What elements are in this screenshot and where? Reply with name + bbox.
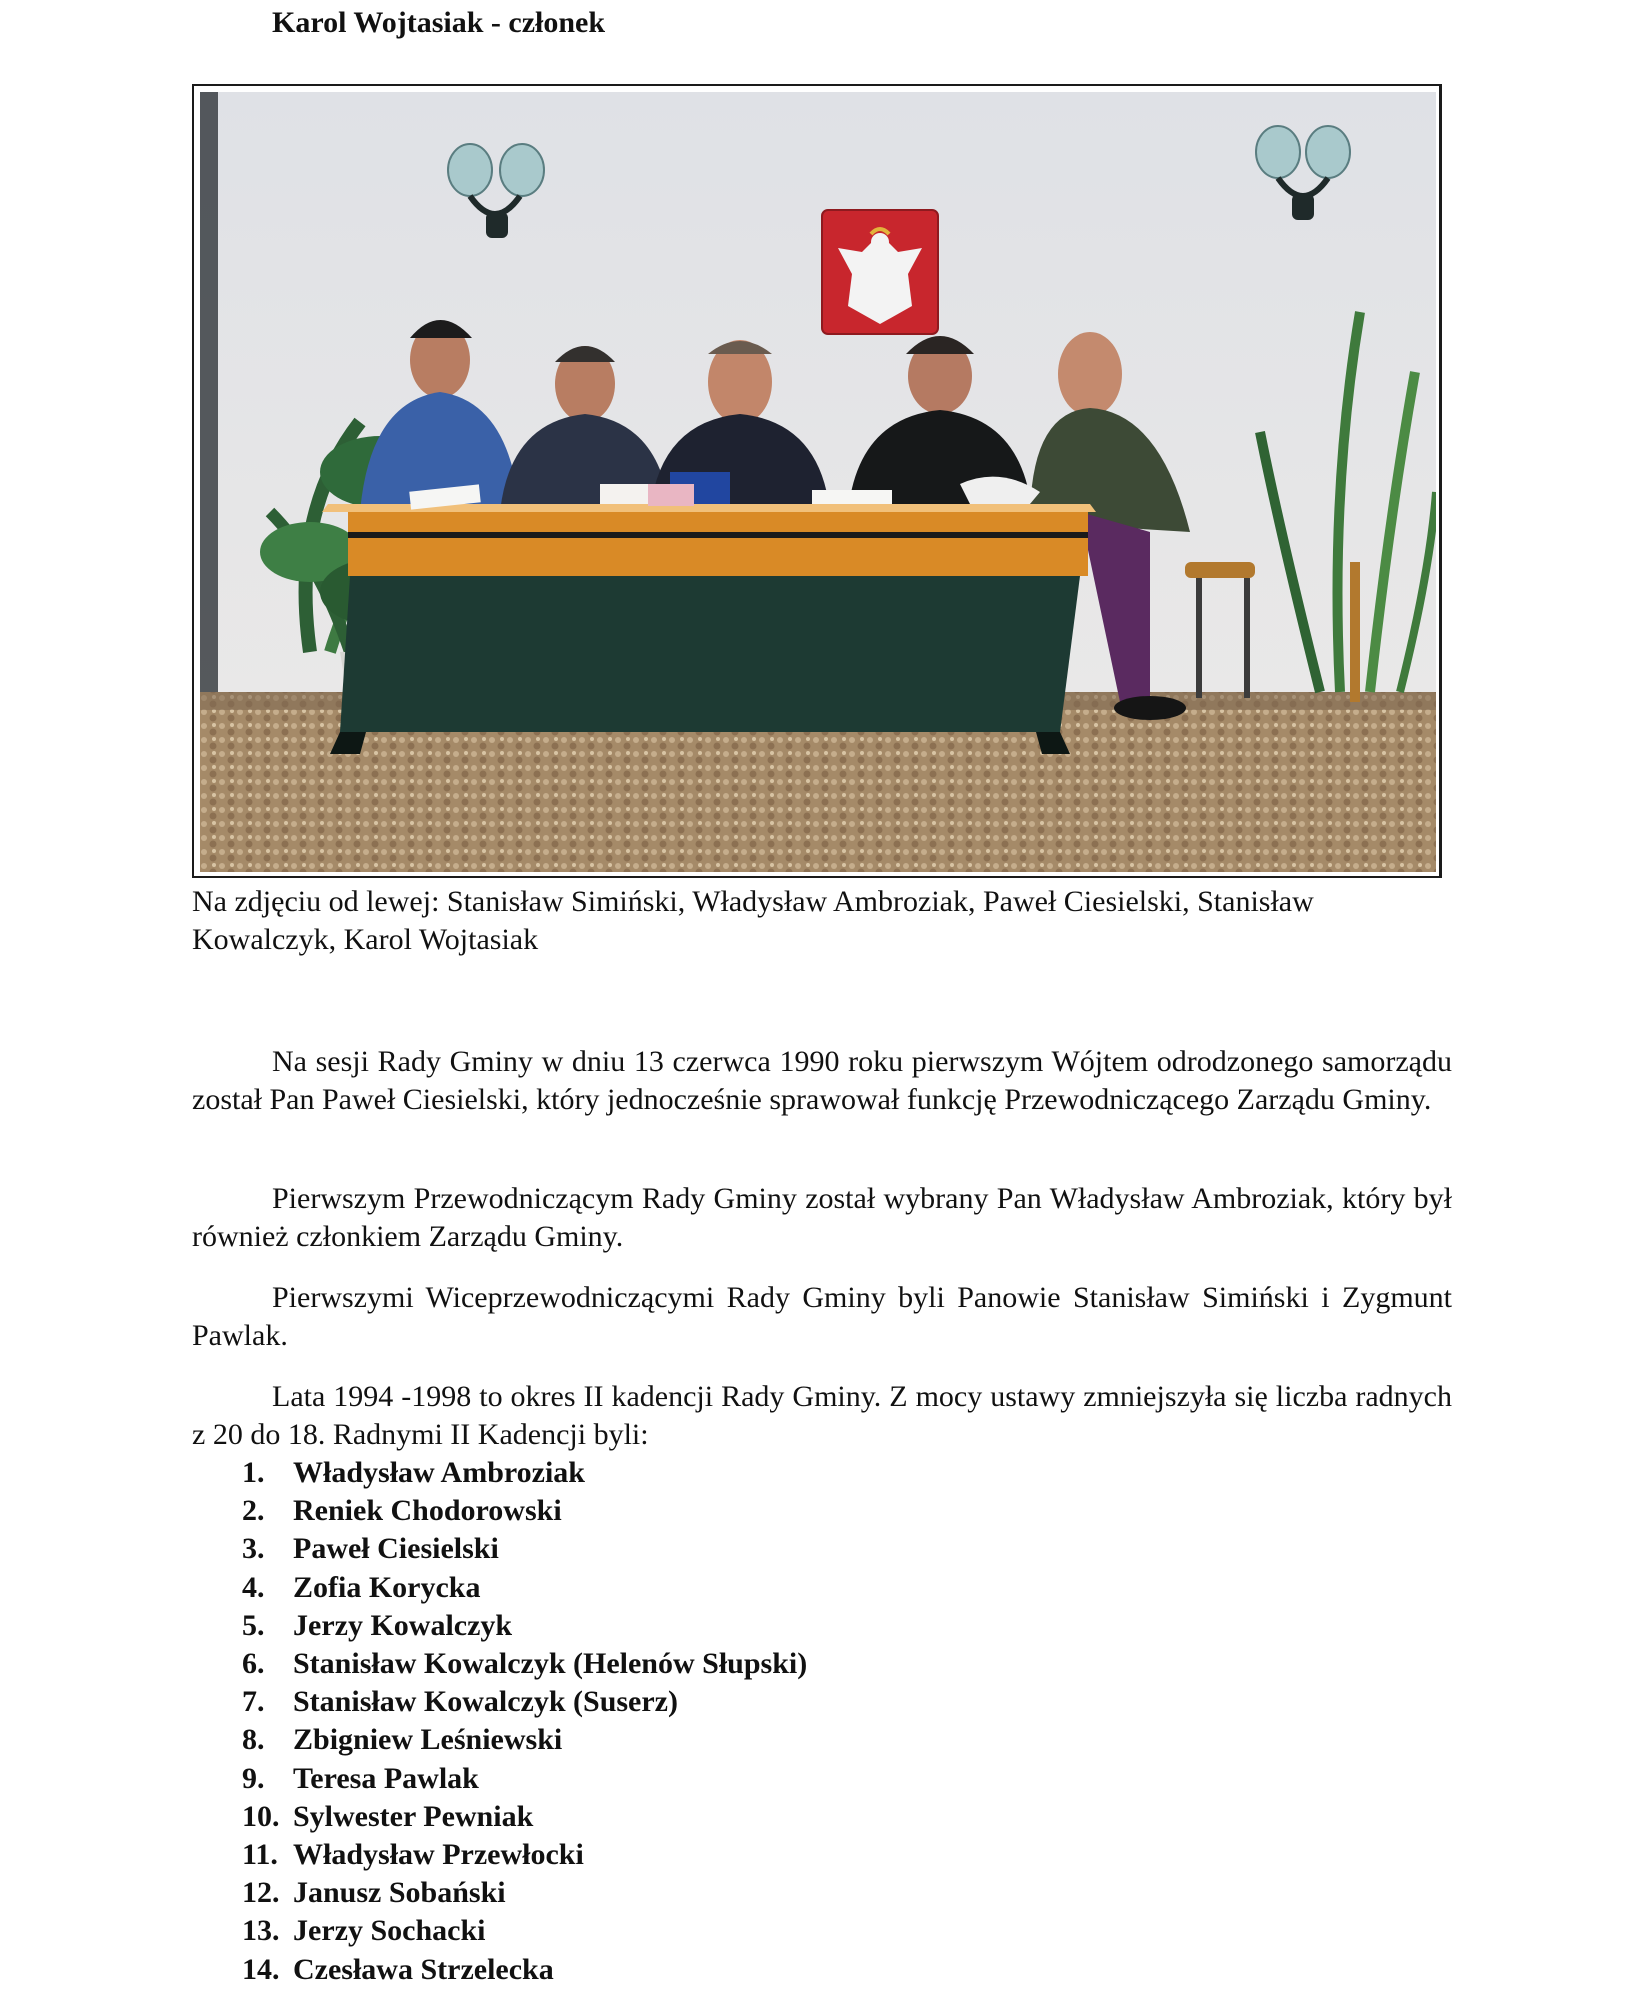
list-item-number: 6. [242,1647,265,1681]
list-item-number: 4. [242,1570,265,1604]
list-item-name: Jerzy Kowalczyk [293,1608,513,1642]
list-item-name: Czesława Strzelecka [293,1952,554,1986]
list-item-number: 5. [242,1608,265,1642]
list-item-name: Stanisław Kowalczyk (Helenów Słupski) [293,1647,808,1681]
council-photo-illustration [200,92,1436,872]
list-item [242,1760,807,1798]
list-item-number: 1. [242,1456,265,1489]
list-item-number: 12. [242,1876,280,1910]
list-item-name: Janusz Sobański [293,1876,506,1910]
list-item-number: 2. [242,1494,265,1528]
photo-caption: Na zdjęciu od lewej: Stanisław Simiński, Władysław Ambroziak, Paweł Ciesielski, Stanisław Kowalczyk, Karol Wojtasiak [192,885,1314,956]
list-item-name: Reniek Chodorowski [293,1494,562,1528]
list-item [242,1569,807,1607]
list-item [242,1645,807,1683]
list-item [242,1912,807,1950]
eagle-emblem-icon [822,210,938,334]
list-item [242,1492,807,1530]
list-item [242,1454,807,1492]
list-item-name: Jerzy Sochacki [293,1914,486,1948]
list-item [242,1951,807,1989]
paragraph-second-term: Lata 1994 -1998 to okres II kadencji Rady Gminy. Z mocy ustawy zmniejszyła się liczba radnych z 20 do 18. Radnymi II Kadencji byli: [192,1380,1452,1451]
paragraph-first-chairman: Pierwszym Przewodniczącym Rady Gminy został wybrany Pan Władysław Ambroziak, który był również członkiem Zarządu Gminy. [192,1182,1452,1253]
list-item [242,1607,807,1645]
list-item-number: 11. [242,1838,278,1872]
councillors-list [242,1454,807,1989]
list-item-name: Zofia Korycka [293,1570,481,1604]
list-item-name: Władysław Przewłocki [293,1838,584,1872]
list-item-name: Stanisław Kowalczyk (Suserz) [293,1685,678,1719]
list-item [242,1530,807,1568]
list-item-number: 10. [242,1799,280,1833]
list-item [242,1721,807,1759]
list-item-number: 13. [242,1914,280,1948]
meeting-table [322,477,1096,754]
list-item [242,1836,807,1874]
list-item-name: Paweł Ciesielski [293,1532,499,1566]
list-item-number: 7. [242,1685,265,1719]
list-item-number: 14. [242,1952,280,1986]
list-item-name: Zbigniew Leśniewski [293,1723,563,1757]
paragraph-first-mayor: Na sesji Rady Gminy w dniu 13 czerwca 1990 roku pierwszym Wójtem odrodzonego samorządu został Pan Paweł Ciesielski, który jednocześnie sprawował funkcję Przewodniczącego Zarządu Gminy. [192,1045,1452,1116]
page-heading: Karol Wojtasiak - członek [272,6,606,39]
list-item-name: Sylwester Pewniak [293,1799,534,1833]
paragraph-vice-chairmen: Pierwszymi Wiceprzewodniczącymi Rady Gminy byli Panowie Stanisław Simiński i Zygmunt Pawlak. [192,1281,1452,1352]
list-item [242,1874,807,1912]
council-photo [192,84,1442,878]
list-item-name: Teresa Pawlak [293,1761,479,1795]
list-item [242,1683,807,1721]
list-item-number: 9. [242,1761,265,1795]
list-item-number: 3. [242,1532,265,1566]
list-item [242,1798,807,1836]
list-item-number: 8. [242,1723,265,1757]
list-item-name: Władysław Ambroziak [293,1456,585,1489]
